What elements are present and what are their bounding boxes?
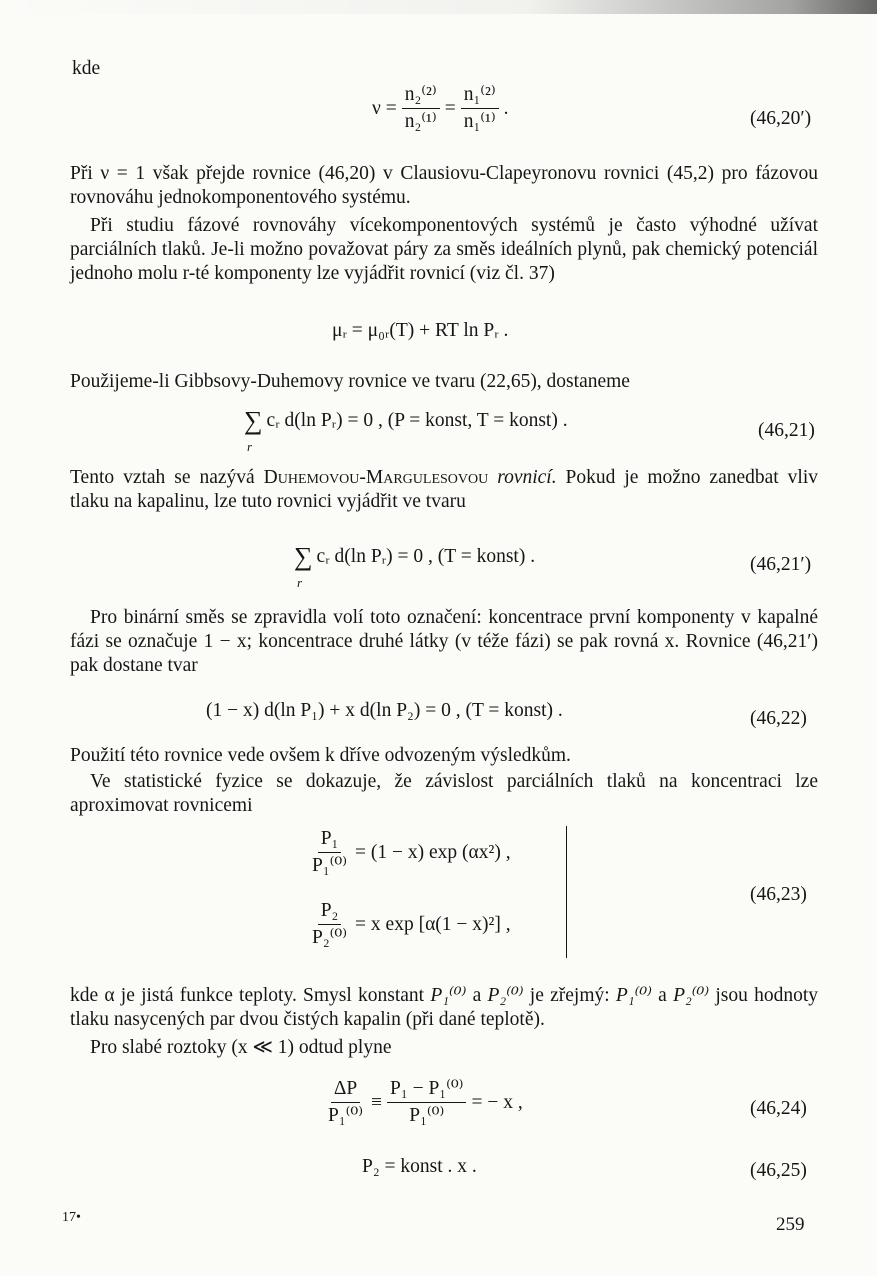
fraction-numerator: P₁ [318, 828, 342, 853]
equals-sign: = [444, 97, 456, 119]
equation-number: (46,22) [750, 708, 807, 729]
paragraph-8-part: jsou hodnoty tlaku nasycených par dvou čistých kapalin (při dané teplotě). [70, 985, 819, 1030]
symbol-p2-0: P₂⁽⁰⁾ [673, 985, 710, 1006]
paragraph-9: Pro slabé roztoky (x ≪ 1) odtud plyne [90, 1037, 392, 1058]
fraction-denominator: n₁⁽¹⁾ [463, 111, 496, 132]
paragraph-8 [70, 984, 818, 1032]
equivalence-sign: ≡ [371, 1091, 383, 1113]
eq-body: cᵣ d(ln Pᵣ) = 0 , (T = konst) . [316, 546, 536, 567]
fraction [387, 1078, 466, 1127]
equation-46-20-prime [372, 84, 509, 133]
fraction [309, 828, 350, 877]
eq-rhs: = − x , [471, 1091, 523, 1113]
paragraph-3: Použijeme-li Gibbsovy-Duhemovy rovnice ve tvaru (22,65), dostaneme [70, 371, 630, 392]
fraction-denominator: P₂⁽⁰⁾ [312, 927, 348, 948]
paragraph-8-part: a [466, 985, 488, 1006]
equation-number: (46,21′) [750, 554, 812, 575]
paragraph-8-part: je zřejmý: [523, 985, 616, 1006]
right-brace [558, 826, 567, 958]
equation-name: Duhemovou-Margulesovou [263, 467, 489, 488]
sum-index: r [297, 575, 303, 590]
fraction-numerator: P₂ [318, 900, 342, 925]
sum-symbol: ∑ r [294, 544, 313, 570]
fraction-denominator: P₁⁽⁰⁾ [409, 1105, 445, 1126]
italic-term: rovnicí. [497, 467, 557, 488]
equation-46-21-prime [294, 542, 536, 590]
eq-lhs: ν = [372, 97, 397, 119]
equation-46-21 [244, 406, 568, 454]
word-kde: kde [72, 58, 101, 79]
equation-number: (46,24) [750, 1098, 807, 1119]
sum-index: r [247, 439, 253, 454]
symbol-p2-0: P₂⁽⁰⁾ [487, 985, 524, 1006]
paragraph-8-part: kde α je jistá funkce teploty. Smysl konstant [70, 985, 431, 1006]
fraction [461, 84, 499, 133]
equation-46-24 [320, 1078, 523, 1127]
fraction-denominator: n₂⁽¹⁾ [404, 111, 437, 132]
eq-rhs: = (1 − x) exp (αx²) , [355, 841, 511, 863]
equation-number: (46,21) [758, 420, 815, 441]
paragraph-2: Při studiu fázové rovnováhy vícekomponentových systémů je často výhodné užívat parciálních tlaků. Je-li možno považovat páry za směs ideálních plynů, pak chemický potenciál jednoho molu r-té komponenty lze vyjádřit rovnicí (viz čl. 37) [70, 215, 818, 284]
equation-46-22: (1 − x) d(ln P₁) + x d(ln P₂) = 0 , (T = konst) . [206, 700, 563, 721]
paragraph-8-part: a [651, 985, 674, 1006]
equation-46-23-line2 [304, 900, 511, 949]
fraction-denominator: P₁⁽⁰⁾ [328, 1105, 364, 1126]
equation-number: (46,25) [750, 1160, 807, 1181]
equation-46-23-line1 [304, 828, 511, 877]
paragraph-7: Ve statistické fyzice se dokazuje, že závislost parciálních tlaků na koncentraci lze aproximovat rovnicemi [70, 771, 818, 816]
symbol-p1-0: P₁⁽⁰⁾ [615, 985, 652, 1006]
fraction-numerator: n₂⁽²⁾ [402, 84, 440, 109]
eq-rhs: = x exp [α(1 − x)²] , [355, 913, 511, 935]
fraction [325, 1078, 366, 1127]
equation-number: (46,23) [750, 884, 807, 905]
fraction-numerator: P₁ − P₁⁽⁰⁾ [387, 1078, 466, 1103]
equation-chemical-potential: μᵣ = μ₀ᵣ(T) + RT ln Pᵣ . [332, 320, 509, 341]
fraction-denominator: P₁⁽⁰⁾ [312, 855, 348, 876]
signature-mark: 17• [62, 1210, 81, 1225]
scan-edge-shadow [0, 0, 877, 14]
paragraph-4-end: Pokud je možno zanedbat vliv tlaku na kapalinu, lze tuto rovnici vyjádřit ve tvaru [70, 467, 819, 512]
paragraph-4 [70, 466, 818, 514]
fraction [402, 84, 440, 133]
period: . [503, 97, 509, 119]
eq-body: cᵣ d(ln Pᵣ) = 0 , (P = konst, T = konst) . [266, 410, 568, 431]
equation-number: (46,20′) [750, 108, 812, 129]
paragraph-6: Použití této rovnice vede ovšem k dříve odvozeným výsledkům. [70, 745, 571, 766]
paragraph-4-start: Tento vztah se nazývá [70, 467, 264, 488]
paragraph-5: Pro binární směs se zpravidla volí toto označení: koncentrace první komponenty v kapalné fázi se označuje 1 − x; koncentrace druhé látky (v téže fázi) se pak rovná x. Rovnice (46,21′) pak dostane tvar [70, 607, 818, 676]
paragraph-1: Při ν = 1 však přejde rovnice (46,20) v Clausiovu-Clapeyronovu rovnici (45,2) pro fázovou rovnováhu jednokomponentového systému. [70, 163, 818, 208]
fraction-numerator: n₁⁽²⁾ [461, 84, 499, 109]
equation-46-25: P₂ = konst . x . [362, 1156, 477, 1177]
fraction [309, 900, 350, 949]
symbol-p1-0: P₁⁽⁰⁾ [430, 985, 467, 1006]
fraction-numerator: ΔP [331, 1078, 360, 1103]
sum-symbol: ∑ r [244, 408, 263, 434]
page-number: 259 [776, 1214, 805, 1235]
